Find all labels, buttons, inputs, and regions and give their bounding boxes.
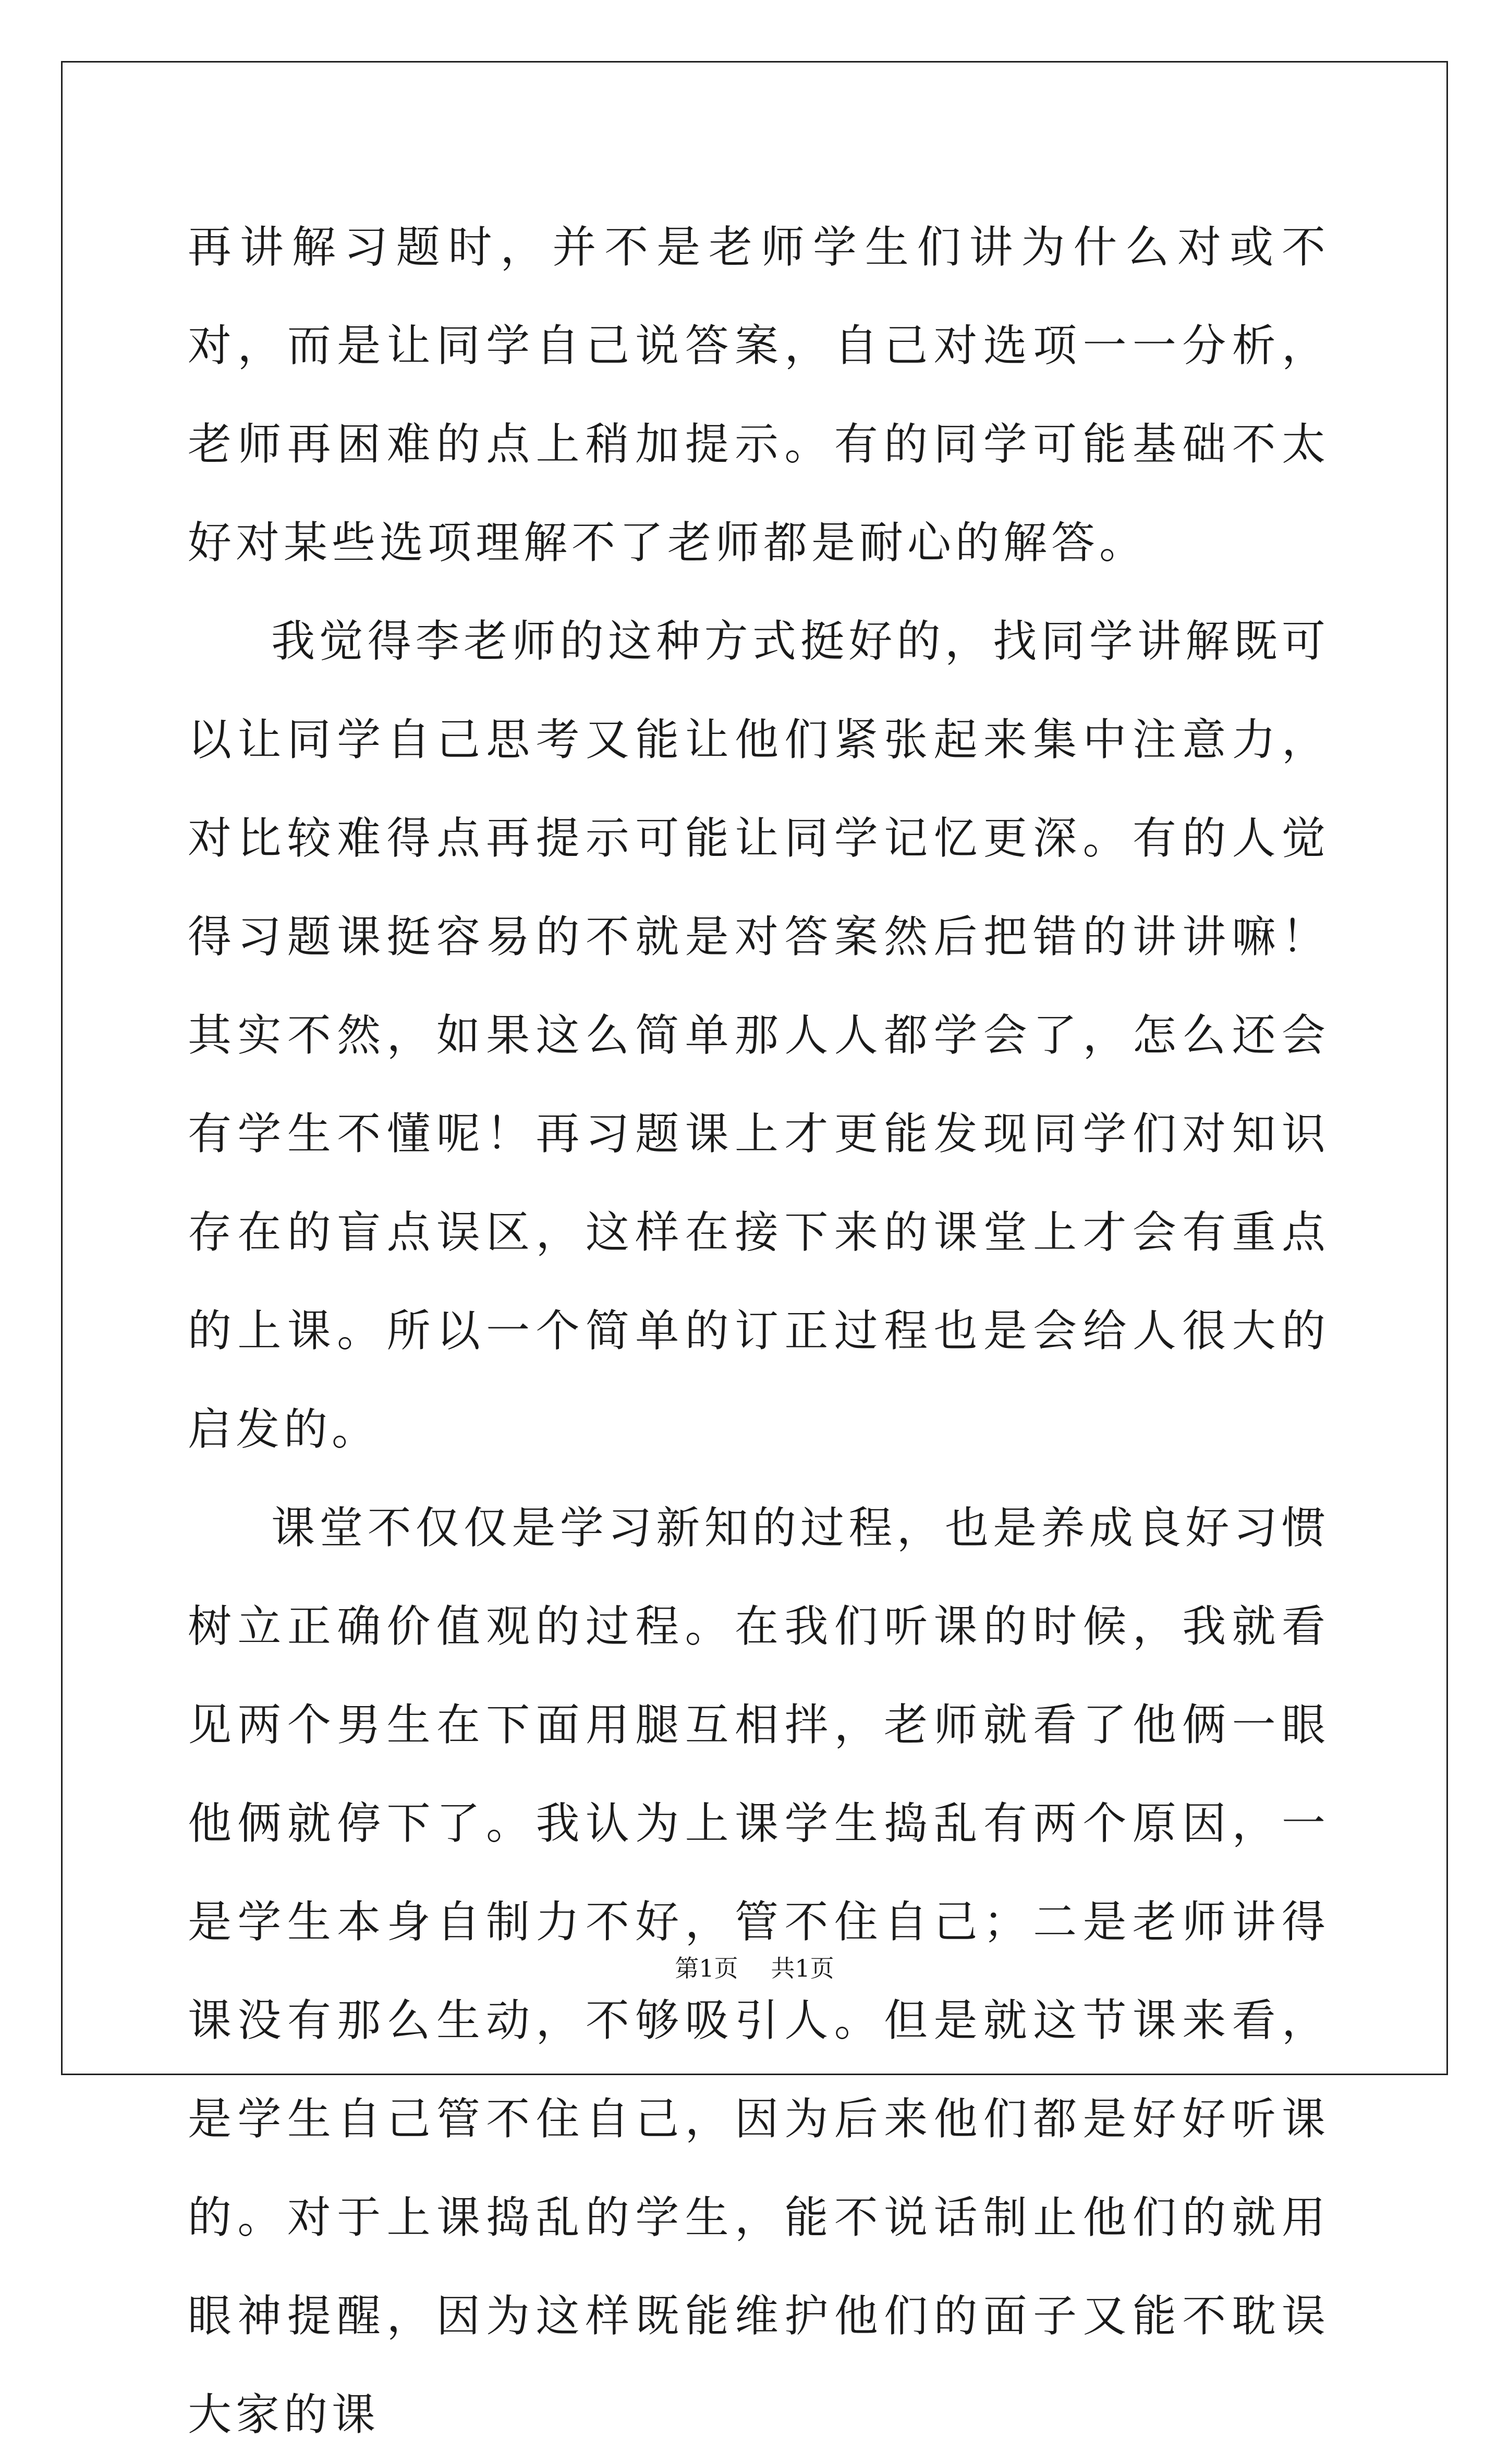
paragraph-3: 课堂不仅仅是学习新知的过程，也是养成良好习惯树立正确价值观的过程。在我们听课的时候，我就看见两个男生在下面用腿互相拌，老师就看了他俩一眼他俩就停下了。我认为上课学生捣乱有两个原因，一是学生本身自制力不好，管不住自己；二是老师讲得课没有那么生动，不够吸引人。但是就这节课来看，是学生自己管不住自己，因为后来他们都是好好听课的。对于上课捣乱的学生，能不说话制止他们的就用眼神提醒，因为这样既能维护他们的面子又能不耽误大家的课 bbox=[188, 1502, 1330, 2440]
page-number: 第1页 bbox=[675, 1954, 738, 1982]
paragraph-1: 再讲解习题时，并不是老师学生们讲为什么对或不对，而是让同学自己说答案，自己对选项一一分析，老师再困难的点上稍加提示。有的同学可能基础不太好对某些选项理解不了老师都是耐心的解答。 bbox=[188, 222, 1330, 568]
paragraph-2: 我觉得李老师的这种方式挺好的，找同学讲解既可以让同学自己思考又能让他们紧张起来集中注意力，对比较难得点再提示可能让同学记忆更深。有的人觉得习题课挺容易的不就是对答案然后把错的讲讲嘛！其实不然，如果这么简单那人人都学会了，怎么还会有学生不懂呢！再习题课上才更能发现同学们对知识存在的盲点误区，这样在接下来的课堂上才会有重点的上课。所以一个简单的订正过程也是会给人很大的启发的。 bbox=[188, 616, 1330, 1455]
page-footer bbox=[0, 1950, 1509, 1984]
page-total: 共1页 bbox=[771, 1954, 834, 1982]
document-body bbox=[188, 198, 1330, 2464]
